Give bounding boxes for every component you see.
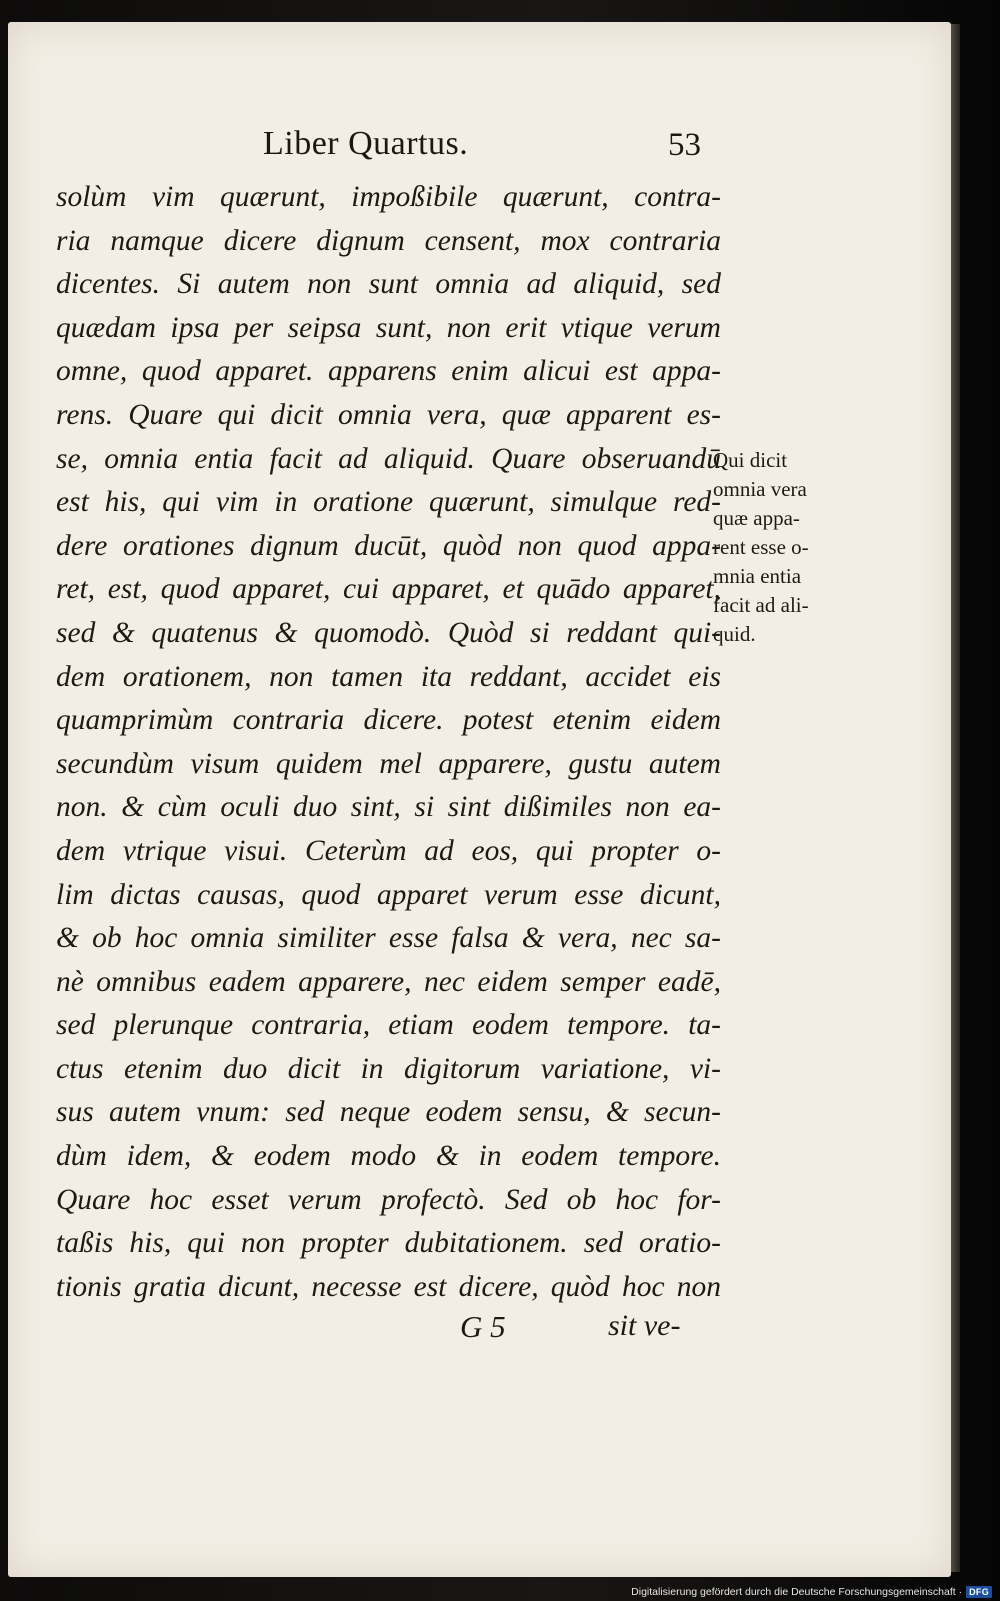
text-line: se, omnia entia facit ad aliquid. Quare obseruandū [56, 442, 721, 475]
text-line: Quare hoc esset verum profectò. Sed ob hoc for- [56, 1183, 721, 1216]
margin-note-line: Qui dicit [713, 448, 788, 472]
margin-note-line: quæ appa- [713, 506, 800, 530]
text-line: rens. Quare qui dicit omnia vera, quæ apparent es- [56, 398, 721, 431]
main-text-block [56, 176, 721, 1309]
margin-note-line: mnia entia [713, 564, 802, 588]
margin-note-line: omnia vera [713, 477, 807, 501]
text-line: quamprimùm contraria dicere. potest etenim eidem [56, 704, 721, 737]
margin-note-line: rent esse o- [713, 535, 809, 559]
text-line: dicentes. Si autem non sunt omnia ad aliquid, sed [56, 268, 721, 301]
text-line: solùm vim quærunt, impoßibile quærunt, contra- [56, 181, 721, 213]
text-line: sed plerunque contraria, etiam eodem tempore. ta- [56, 1009, 721, 1042]
text-line: ret, est, quod apparet, cui apparet, et quādo apparet, [56, 573, 721, 606]
text-line: taßis his, qui non propter dubitationem. sed oratio- [56, 1227, 721, 1260]
text-line: dem orationem, non tamen ita reddant, accidet eis [56, 660, 721, 693]
text-line: & ob hoc omnia similiter esse falsa & vera, nec sa- [56, 922, 721, 955]
text-line: dùm idem, & eodem modo & in eodem tempore. [56, 1140, 721, 1173]
credit-text: Digitalisierung gefördert durch die Deutsche Forschungsgemeinschaft · [631, 1586, 963, 1598]
margin-note-line: quid. [713, 622, 756, 646]
catchword: sit ve- [608, 1309, 681, 1342]
text-line: dere orationes dignum ducūt, quòd non quod appa- [56, 529, 721, 562]
text-line: dem vtrique visui. Ceterùm ad eos, qui propter o- [56, 834, 721, 867]
text-line: lim dictas causas, quod apparet verum esse dicunt, [56, 878, 721, 911]
text-line: ria namque dicere dignum censent, mox contraria [56, 224, 721, 257]
book-page [8, 22, 951, 1577]
text-line: ctus etenim duo dicit in digitorum variatione, vi- [56, 1052, 721, 1085]
signature-mark: G 5 [460, 1309, 506, 1344]
running-title: Liber Quartus. [263, 125, 469, 162]
text-line: quædam ipsa per seipsa sunt, non erit vtique verum [56, 311, 721, 344]
margin-note-line: facit ad ali- [713, 593, 809, 617]
text-line: est his, qui vim in oratione quærunt, simulque red- [56, 486, 721, 519]
dfg-logo-icon: DFG [966, 1586, 992, 1598]
page-number: 53 [668, 127, 701, 163]
text-line: sus autem vnum: sed neque eodem sensu, & secun- [56, 1096, 721, 1129]
marginal-note [713, 446, 863, 649]
text-line: secundùm visum quidem mel apparere, gustu autem [56, 747, 721, 780]
text-line: non. & cùm oculi duo sint, si sint dißimiles non ea- [56, 791, 721, 824]
page-footer [8, 1309, 728, 1357]
digitization-credit [631, 1586, 992, 1598]
text-line: tionis gratia dicunt, necesse est dicere, quòd hoc non [56, 1270, 721, 1303]
text-line: omne, quod apparet. apparens enim alicui est appa- [56, 355, 721, 388]
text-line: sed & quatenus & quomodò. Quòd si reddant qui- [56, 616, 721, 649]
text-line: nè omnibus eadem apparere, nec eidem semper eadē, [56, 965, 721, 998]
running-head [8, 125, 728, 169]
